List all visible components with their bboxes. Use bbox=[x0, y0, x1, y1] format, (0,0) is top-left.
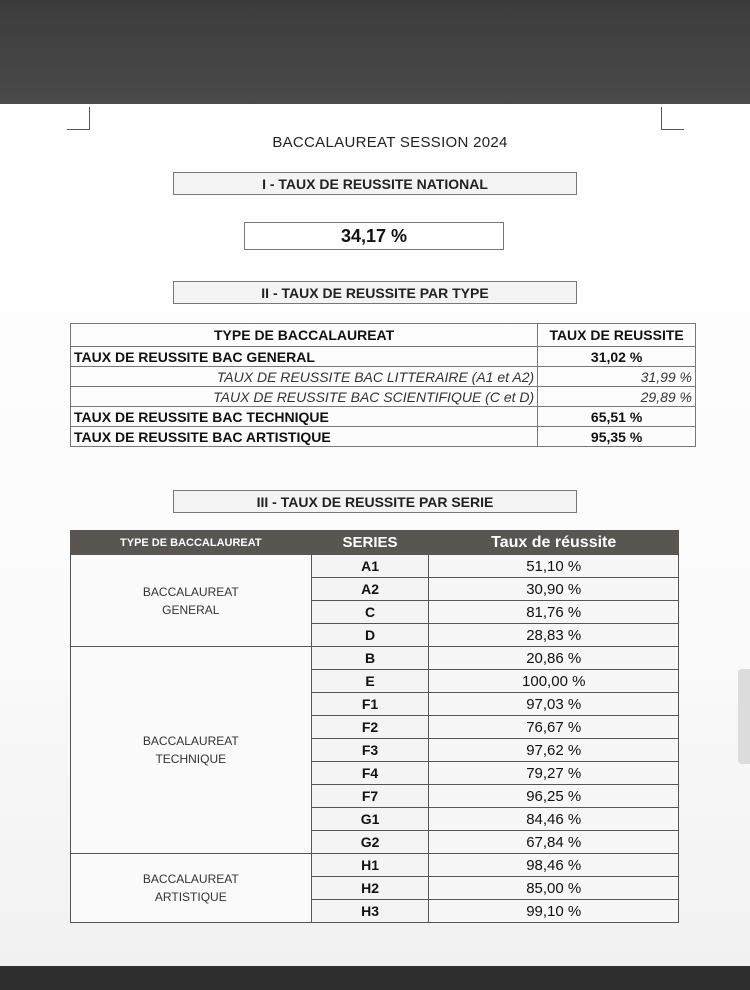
serie-code: H1 bbox=[311, 854, 429, 877]
serie-rate: 67,84 % bbox=[429, 831, 679, 854]
serie-rate: 97,03 % bbox=[429, 693, 679, 716]
row-value: 31,02 % bbox=[538, 347, 696, 367]
section2-heading: II - TAUX DE REUSSITE PAR TYPE bbox=[173, 281, 577, 304]
serie-rate: 51,10 % bbox=[429, 555, 679, 578]
table-row bbox=[71, 854, 679, 877]
row-value: 65,51 % bbox=[538, 407, 696, 427]
group-type-cell bbox=[71, 647, 312, 854]
col-type-header: TYPE DE BACCALAUREAT bbox=[71, 324, 538, 347]
table-row bbox=[71, 347, 696, 367]
serie-rate: 30,90 % bbox=[429, 578, 679, 601]
serie-code: A2 bbox=[311, 578, 429, 601]
col-rate-header: TAUX DE REUSSITE bbox=[538, 324, 696, 347]
row-value: 95,35 % bbox=[538, 427, 696, 447]
serie-code: H3 bbox=[311, 900, 429, 923]
serie-rate: 98,46 % bbox=[429, 854, 679, 877]
row-label: TAUX DE REUSSITE BAC TECHNIQUE bbox=[71, 407, 538, 427]
serie-table-body bbox=[71, 555, 679, 923]
page-title: BACCALAUREAT SESSION 2024 bbox=[272, 134, 508, 151]
row-label: TAUX DE REUSSITE BAC ARTISTIQUE bbox=[71, 427, 538, 447]
serie-code: E bbox=[311, 670, 429, 693]
group-line1: BACCALAUREAT bbox=[142, 584, 239, 599]
crop-mark-right bbox=[661, 107, 684, 130]
serie-rate: 28,83 % bbox=[429, 624, 679, 647]
serie-code: F4 bbox=[311, 762, 429, 785]
serie-rate: 100,00 % bbox=[429, 670, 679, 693]
serie-rate: 20,86 % bbox=[429, 647, 679, 670]
group-line2: TECHNIQUE bbox=[155, 752, 227, 766]
table-row bbox=[71, 427, 696, 447]
group-type-cell bbox=[71, 854, 312, 923]
serie-code: D bbox=[311, 624, 429, 647]
serie-rate: 84,46 % bbox=[429, 808, 679, 831]
row-value: 31,99 % bbox=[538, 367, 696, 387]
crop-mark-left bbox=[67, 107, 90, 130]
serie-code: H2 bbox=[311, 877, 429, 900]
group-line1: BACCALAUREAT bbox=[142, 872, 239, 886]
scroll-handle[interactable] bbox=[738, 669, 750, 764]
col-series-header: SERIES bbox=[311, 531, 429, 555]
group-type-cell bbox=[71, 555, 312, 647]
viewer-top-bar bbox=[0, 0, 750, 104]
table-row bbox=[71, 367, 696, 387]
table-row bbox=[71, 555, 679, 578]
type-table bbox=[70, 323, 696, 447]
serie-code: F1 bbox=[311, 693, 429, 716]
serie-code: A1 bbox=[311, 555, 429, 578]
serie-table bbox=[70, 530, 679, 923]
serie-table-header bbox=[71, 531, 679, 555]
row-label: TAUX DE REUSSITE BAC LITTERAIRE (A1 et A2) bbox=[71, 367, 538, 387]
section3-heading: III - TAUX DE REUSSITE PAR SERIE bbox=[173, 490, 577, 513]
row-label: TAUX DE REUSSITE BAC SCIENTIFIQUE (C et D) bbox=[71, 387, 538, 407]
serie-code: F2 bbox=[311, 716, 429, 739]
table-row bbox=[71, 387, 696, 407]
serie-rate: 97,62 % bbox=[429, 739, 679, 762]
serie-rate: 79,27 % bbox=[429, 762, 679, 785]
viewer-bottom-bar bbox=[0, 966, 750, 990]
serie-code: F7 bbox=[311, 785, 429, 808]
serie-rate: 76,67 % bbox=[429, 716, 679, 739]
table-row bbox=[71, 647, 679, 670]
serie-code: G1 bbox=[311, 808, 429, 831]
serie-rate: 81,76 % bbox=[429, 601, 679, 624]
serie-rate: 96,25 % bbox=[429, 785, 679, 808]
group-line2: GENERAL bbox=[162, 602, 220, 617]
section1-heading: I - TAUX DE REUSSITE NATIONAL bbox=[173, 172, 577, 195]
row-label: TAUX DE REUSSITE BAC GENERAL bbox=[71, 347, 538, 367]
serie-code: C bbox=[311, 601, 429, 624]
row-value: 29,89 % bbox=[538, 387, 696, 407]
serie-code: F3 bbox=[311, 739, 429, 762]
serie-rate: 99,10 % bbox=[429, 900, 679, 923]
col-type-header: TYPE DE BACCALAUREAT bbox=[71, 531, 312, 555]
group-line1: BACCALAUREAT bbox=[142, 734, 239, 748]
table-row bbox=[71, 407, 696, 427]
serie-rate: 85,00 % bbox=[429, 877, 679, 900]
document-page bbox=[0, 104, 750, 966]
col-rate-header: Taux de réussite bbox=[429, 531, 679, 555]
serie-code: G2 bbox=[311, 831, 429, 854]
type-table-header bbox=[71, 324, 696, 347]
group-line2: ARTISTIQUE bbox=[154, 890, 227, 904]
serie-code: B bbox=[311, 647, 429, 670]
national-rate: 34,17 % bbox=[244, 222, 504, 250]
